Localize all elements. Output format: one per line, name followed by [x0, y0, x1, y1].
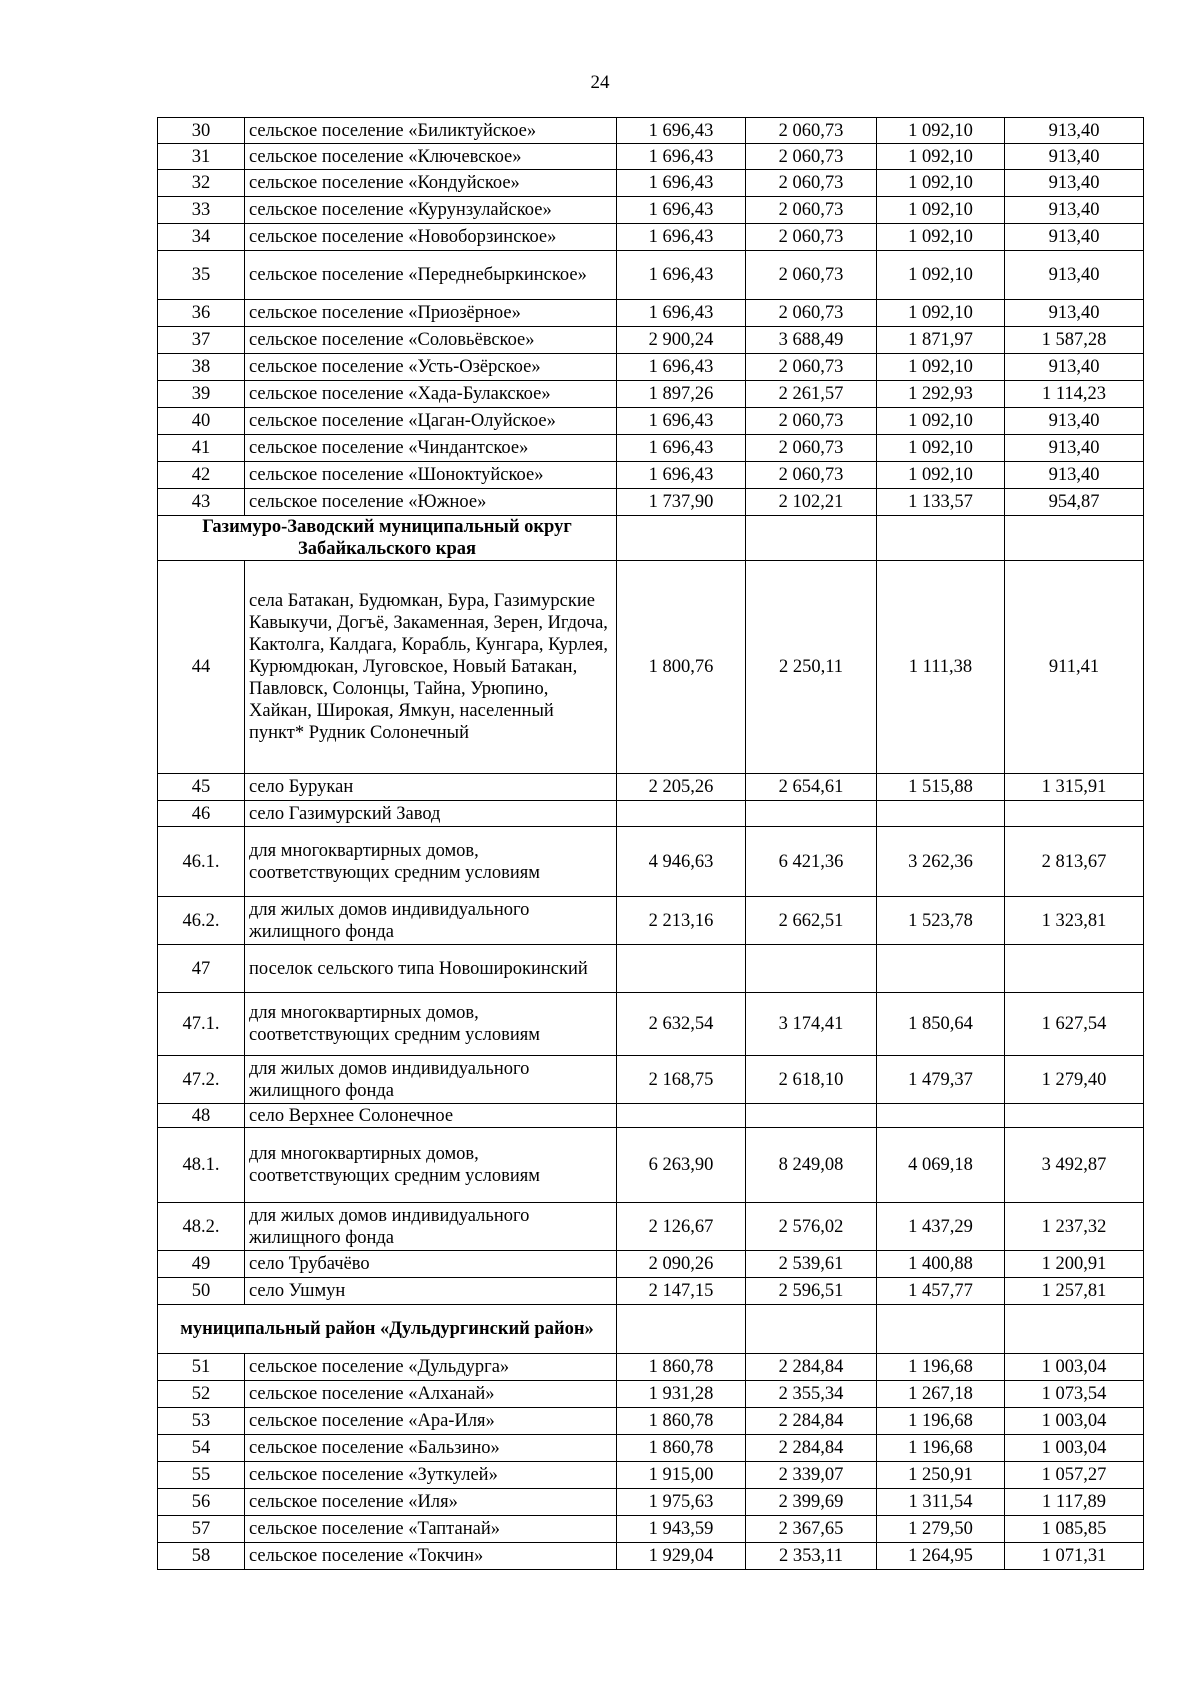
value-col-4: 1 279,40	[1005, 1056, 1144, 1104]
settlement-name: сельское поселение «Усть-Озёрское»	[245, 354, 617, 381]
value-col-1: 1 915,00	[617, 1462, 746, 1489]
value-col-3	[877, 801, 1005, 827]
value-col-2: 2 060,73	[746, 408, 877, 435]
settlement-name: сельское поселение «Южное»	[245, 489, 617, 516]
settlement-name: сельское поселение «Биликтуйское»	[245, 118, 617, 144]
value-col-1: 2 632,54	[617, 993, 746, 1056]
value-col-2: 2 060,73	[746, 300, 877, 327]
value-col-2: 2 596,51	[746, 1278, 877, 1305]
row-number: 42	[158, 462, 245, 489]
value-col-1: 2 205,26	[617, 774, 746, 801]
value-col-2: 3 174,41	[746, 993, 877, 1056]
table-row	[158, 1381, 1144, 1408]
value-col-1: 2 168,75	[617, 1056, 746, 1104]
settlement-name: для многоквартирных домов, соответствующих средним условиям	[245, 993, 617, 1056]
row-number: 58	[158, 1543, 245, 1570]
value-col-3: 1 092,10	[877, 435, 1005, 462]
value-col-3: 1 479,37	[877, 1056, 1005, 1104]
settlement-name: село Газимурский Завод	[245, 801, 617, 827]
value-col-3: 1 092,10	[877, 170, 1005, 197]
empty-cell	[617, 1305, 746, 1354]
row-number: 47.1.	[158, 993, 245, 1056]
table-row	[158, 1489, 1144, 1516]
row-number: 54	[158, 1435, 245, 1462]
value-col-3: 1 523,78	[877, 897, 1005, 945]
row-number: 34	[158, 224, 245, 251]
value-col-2: 2 060,73	[746, 435, 877, 462]
row-number: 37	[158, 327, 245, 354]
value-col-2: 6 421,36	[746, 827, 877, 897]
table-row	[158, 462, 1144, 489]
table-row	[158, 251, 1144, 300]
settlement-name: сельское поселение «Ара-Иля»	[245, 1408, 617, 1435]
row-number: 38	[158, 354, 245, 381]
row-number: 55	[158, 1462, 245, 1489]
value-col-2: 2 102,21	[746, 489, 877, 516]
value-col-1: 1 696,43	[617, 435, 746, 462]
row-number: 56	[158, 1489, 245, 1516]
table-row	[158, 435, 1144, 462]
row-number: 46.2.	[158, 897, 245, 945]
settlement-name: сельское поселение «Шоноктуйское»	[245, 462, 617, 489]
value-col-3: 1 871,97	[877, 327, 1005, 354]
value-col-1: 1 696,43	[617, 251, 746, 300]
value-col-4: 913,40	[1005, 435, 1144, 462]
value-col-1: 1 975,63	[617, 1489, 746, 1516]
settlement-name: для жилых домов индивидуального жилищного фонда	[245, 897, 617, 945]
value-col-1: 2 126,67	[617, 1203, 746, 1251]
value-col-4: 913,40	[1005, 462, 1144, 489]
row-number: 31	[158, 144, 245, 170]
value-col-3: 1 092,10	[877, 408, 1005, 435]
value-col-2: 2 353,11	[746, 1543, 877, 1570]
value-col-4: 913,40	[1005, 170, 1144, 197]
row-number: 46	[158, 801, 245, 827]
row-number: 36	[158, 300, 245, 327]
value-col-1: 1 696,43	[617, 354, 746, 381]
table-row	[158, 144, 1144, 170]
value-col-3: 1 133,57	[877, 489, 1005, 516]
table-row	[158, 1056, 1144, 1104]
value-col-2: 3 688,49	[746, 327, 877, 354]
value-col-4: 1 237,32	[1005, 1203, 1144, 1251]
value-col-1	[617, 945, 746, 993]
value-col-2: 2 284,84	[746, 1354, 877, 1381]
section-title: муниципальный район «Дульдургинский район»	[158, 1305, 617, 1354]
settlement-name: сельское поселение «Дульдурга»	[245, 1354, 617, 1381]
value-col-3	[877, 945, 1005, 993]
value-col-2: 2 399,69	[746, 1489, 877, 1516]
value-col-2: 2 539,61	[746, 1251, 877, 1278]
section-row	[158, 1305, 1144, 1354]
settlement-name: сельское поселение «Соловьёвское»	[245, 327, 617, 354]
value-col-4: 1 003,04	[1005, 1408, 1144, 1435]
table-row	[158, 197, 1144, 224]
value-col-2	[746, 1104, 877, 1128]
value-col-3: 1 457,77	[877, 1278, 1005, 1305]
value-col-3: 1 850,64	[877, 993, 1005, 1056]
value-col-3: 1 196,68	[877, 1354, 1005, 1381]
settlement-name: сельское поселение «Цаган-Олуйское»	[245, 408, 617, 435]
tariff-table	[157, 117, 1144, 1570]
empty-cell	[877, 516, 1005, 561]
value-col-4: 1 315,91	[1005, 774, 1144, 801]
value-col-4: 913,40	[1005, 300, 1144, 327]
value-col-4: 2 813,67	[1005, 827, 1144, 897]
value-col-3: 1 437,29	[877, 1203, 1005, 1251]
value-col-1: 1 696,43	[617, 224, 746, 251]
row-number: 30	[158, 118, 245, 144]
table-row	[158, 897, 1144, 945]
value-col-1: 1 696,43	[617, 197, 746, 224]
settlement-name: сельское поселение «Токчин»	[245, 1543, 617, 1570]
value-col-1: 1 696,43	[617, 118, 746, 144]
table-row	[158, 118, 1144, 144]
value-col-3	[877, 1104, 1005, 1128]
value-col-3: 1 515,88	[877, 774, 1005, 801]
value-col-2: 2 339,07	[746, 1462, 877, 1489]
value-col-4: 913,40	[1005, 224, 1144, 251]
row-number: 41	[158, 435, 245, 462]
row-number: 35	[158, 251, 245, 300]
value-col-4: 1 003,04	[1005, 1354, 1144, 1381]
value-col-4: 1 257,81	[1005, 1278, 1144, 1305]
value-col-1	[617, 1104, 746, 1128]
table-row	[158, 489, 1144, 516]
settlement-name: село Ушмун	[245, 1278, 617, 1305]
value-col-2: 2 261,57	[746, 381, 877, 408]
value-col-2: 2 060,73	[746, 354, 877, 381]
page-number: 24	[590, 72, 610, 93]
value-col-4: 1 003,04	[1005, 1435, 1144, 1462]
value-col-3: 1 092,10	[877, 224, 1005, 251]
value-col-4: 1 057,27	[1005, 1462, 1144, 1489]
table-row	[158, 1251, 1144, 1278]
value-col-1: 1 800,76	[617, 561, 746, 774]
value-col-3: 1 267,18	[877, 1381, 1005, 1408]
section-row	[158, 516, 1144, 561]
value-col-1: 1 943,59	[617, 1516, 746, 1543]
value-col-3: 1 264,95	[877, 1543, 1005, 1570]
value-col-4: 1 114,23	[1005, 381, 1144, 408]
value-col-2: 2 284,84	[746, 1408, 877, 1435]
table-row	[158, 774, 1144, 801]
table-row	[158, 1462, 1144, 1489]
value-col-3: 1 196,68	[877, 1435, 1005, 1462]
value-col-3: 4 069,18	[877, 1128, 1005, 1203]
value-col-2: 2 060,73	[746, 118, 877, 144]
value-col-4: 913,40	[1005, 144, 1144, 170]
row-number: 32	[158, 170, 245, 197]
settlement-name: село Бурукан	[245, 774, 617, 801]
empty-cell	[1005, 516, 1144, 561]
value-col-3: 3 262,36	[877, 827, 1005, 897]
table-row	[158, 381, 1144, 408]
settlement-name: сельское поселение «Переднебыркинское»	[245, 251, 617, 300]
row-number: 48.1.	[158, 1128, 245, 1203]
value-col-1: 2 213,16	[617, 897, 746, 945]
settlement-name: сельское поселение «Зуткулей»	[245, 1462, 617, 1489]
empty-cell	[746, 516, 877, 561]
value-col-1: 1 931,28	[617, 1381, 746, 1408]
value-col-1: 6 263,90	[617, 1128, 746, 1203]
value-col-1: 1 696,43	[617, 170, 746, 197]
value-col-4: 913,40	[1005, 354, 1144, 381]
value-col-4	[1005, 945, 1144, 993]
value-col-2: 2 060,73	[746, 197, 877, 224]
value-col-4: 1 323,81	[1005, 897, 1144, 945]
value-col-3: 1 092,10	[877, 354, 1005, 381]
value-col-4: 913,40	[1005, 251, 1144, 300]
empty-cell	[1005, 1305, 1144, 1354]
row-number: 52	[158, 1381, 245, 1408]
value-col-1: 1 696,43	[617, 300, 746, 327]
row-number: 45	[158, 774, 245, 801]
empty-cell	[746, 1305, 877, 1354]
row-number: 51	[158, 1354, 245, 1381]
settlement-name: для жилых домов индивидуального жилищного фонда	[245, 1203, 617, 1251]
row-number: 43	[158, 489, 245, 516]
value-col-3: 1 400,88	[877, 1251, 1005, 1278]
settlement-name: сельское поселение «Хада-Булакское»	[245, 381, 617, 408]
value-col-3: 1 292,93	[877, 381, 1005, 408]
settlement-name: сельское поселение «Таптанай»	[245, 1516, 617, 1543]
value-col-1	[617, 801, 746, 827]
table-row	[158, 327, 1144, 354]
settlement-name: сельское поселение «Чиндантское»	[245, 435, 617, 462]
value-col-4: 1 587,28	[1005, 327, 1144, 354]
table-row	[158, 1516, 1144, 1543]
value-col-1: 1 696,43	[617, 408, 746, 435]
row-number: 33	[158, 197, 245, 224]
table-row	[158, 561, 1144, 774]
table-row	[158, 1408, 1144, 1435]
value-col-4: 913,40	[1005, 408, 1144, 435]
value-col-2: 2 367,65	[746, 1516, 877, 1543]
settlement-name: сельское поселение «Иля»	[245, 1489, 617, 1516]
empty-cell	[877, 1305, 1005, 1354]
settlement-name: сельское поселение «Приозёрное»	[245, 300, 617, 327]
value-col-4: 1 200,91	[1005, 1251, 1144, 1278]
settlement-name: сельское поселение «Новоборзинское»	[245, 224, 617, 251]
value-col-2: 2 662,51	[746, 897, 877, 945]
row-number: 46.1.	[158, 827, 245, 897]
settlement-name: поселок сельского типа Новоширокинский	[245, 945, 617, 993]
value-col-4	[1005, 801, 1144, 827]
settlement-name: сельское поселение «Ключевское»	[245, 144, 617, 170]
value-col-3: 1 092,10	[877, 144, 1005, 170]
value-col-1: 2 090,26	[617, 1251, 746, 1278]
value-col-1: 1 897,26	[617, 381, 746, 408]
table-row	[158, 224, 1144, 251]
table-row	[158, 945, 1144, 993]
table-row	[158, 827, 1144, 897]
value-col-3: 1 111,38	[877, 561, 1005, 774]
value-col-4: 1 071,31	[1005, 1543, 1144, 1570]
settlement-name: село Трубачёво	[245, 1251, 617, 1278]
table-row	[158, 408, 1144, 435]
value-col-3: 1 196,68	[877, 1408, 1005, 1435]
row-number: 50	[158, 1278, 245, 1305]
settlement-name: для жилых домов индивидуального жилищного фонда	[245, 1056, 617, 1104]
table-row	[158, 170, 1144, 197]
table-row	[158, 354, 1144, 381]
value-col-1: 2 900,24	[617, 327, 746, 354]
value-col-1: 1 929,04	[617, 1543, 746, 1570]
value-col-2: 2 654,61	[746, 774, 877, 801]
value-col-2: 2 250,11	[746, 561, 877, 774]
value-col-2: 8 249,08	[746, 1128, 877, 1203]
value-col-3: 1 279,50	[877, 1516, 1005, 1543]
settlement-name: сельское поселение «Курунзулайское»	[245, 197, 617, 224]
value-col-4: 1 627,54	[1005, 993, 1144, 1056]
value-col-3: 1 092,10	[877, 118, 1005, 144]
value-col-1: 1 860,78	[617, 1408, 746, 1435]
value-col-4: 1 085,85	[1005, 1516, 1144, 1543]
section-title: Газимуро-Заводский муниципальный округ Забайкальского края	[158, 516, 617, 561]
table-row	[158, 1278, 1144, 1305]
settlement-name: для многоквартирных домов, соответствующих средним условиям	[245, 1128, 617, 1203]
table-row	[158, 1354, 1144, 1381]
empty-cell	[617, 516, 746, 561]
value-col-3: 1 092,10	[877, 462, 1005, 489]
table-row	[158, 801, 1144, 827]
value-col-3: 1 311,54	[877, 1489, 1005, 1516]
value-col-1: 1 696,43	[617, 144, 746, 170]
table-row	[158, 1104, 1144, 1128]
value-col-1: 4 946,63	[617, 827, 746, 897]
value-col-2	[746, 801, 877, 827]
row-number: 44	[158, 561, 245, 774]
table-row	[158, 1128, 1144, 1203]
row-number: 40	[158, 408, 245, 435]
value-col-4: 913,40	[1005, 118, 1144, 144]
value-col-4: 1 073,54	[1005, 1381, 1144, 1408]
value-col-2: 2 060,73	[746, 251, 877, 300]
value-col-4	[1005, 1104, 1144, 1128]
row-number: 53	[158, 1408, 245, 1435]
value-col-3: 1 092,10	[877, 251, 1005, 300]
value-col-2: 2 618,10	[746, 1056, 877, 1104]
value-col-2: 2 060,73	[746, 224, 877, 251]
settlement-name: сельское поселение «Алханай»	[245, 1381, 617, 1408]
settlement-name: села Батакан, Будюмкан, Бура, Газимурские Кавыкучи, Догъё, Закаменная, Зерен, Игдоча, Кактолга, Калдага, Корабль, Кунгара, Курлея, Курюмдюкан, Луговское, Новый Батакан, Павловск, Солонцы, Тайна, Урюпино, Хайкан, Широкая, Ямкун, населенный пункт* Рудник Солонечный	[245, 561, 617, 774]
value-col-2: 2 060,73	[746, 144, 877, 170]
table-row	[158, 993, 1144, 1056]
settlement-name: село Верхнее Солонечное	[245, 1104, 617, 1128]
value-col-2: 2 060,73	[746, 170, 877, 197]
settlement-name: сельское поселение «Кондуйское»	[245, 170, 617, 197]
value-col-2	[746, 945, 877, 993]
row-number: 49	[158, 1251, 245, 1278]
value-col-2: 2 355,34	[746, 1381, 877, 1408]
value-col-3: 1 092,10	[877, 197, 1005, 224]
value-col-1: 1 860,78	[617, 1354, 746, 1381]
value-col-1: 1 696,43	[617, 462, 746, 489]
value-col-4: 954,87	[1005, 489, 1144, 516]
value-col-3: 1 250,91	[877, 1462, 1005, 1489]
value-col-1: 1 737,90	[617, 489, 746, 516]
row-number: 57	[158, 1516, 245, 1543]
value-col-2: 2 576,02	[746, 1203, 877, 1251]
table-row	[158, 1203, 1144, 1251]
row-number: 47.2.	[158, 1056, 245, 1104]
row-number: 48	[158, 1104, 245, 1128]
table-body	[158, 118, 1144, 1570]
row-number: 39	[158, 381, 245, 408]
row-number: 48.2.	[158, 1203, 245, 1251]
value-col-2: 2 060,73	[746, 462, 877, 489]
value-col-2: 2 284,84	[746, 1435, 877, 1462]
table-row	[158, 1435, 1144, 1462]
settlement-name: для многоквартирных домов, соответствующих средним условиям	[245, 827, 617, 897]
value-col-1: 2 147,15	[617, 1278, 746, 1305]
value-col-3: 1 092,10	[877, 300, 1005, 327]
value-col-4: 913,40	[1005, 197, 1144, 224]
table-row	[158, 300, 1144, 327]
value-col-4: 911,41	[1005, 561, 1144, 774]
value-col-1: 1 860,78	[617, 1435, 746, 1462]
table-row	[158, 1543, 1144, 1570]
settlement-name: сельское поселение «Бальзино»	[245, 1435, 617, 1462]
value-col-4: 3 492,87	[1005, 1128, 1144, 1203]
row-number: 47	[158, 945, 245, 993]
value-col-4: 1 117,89	[1005, 1489, 1144, 1516]
